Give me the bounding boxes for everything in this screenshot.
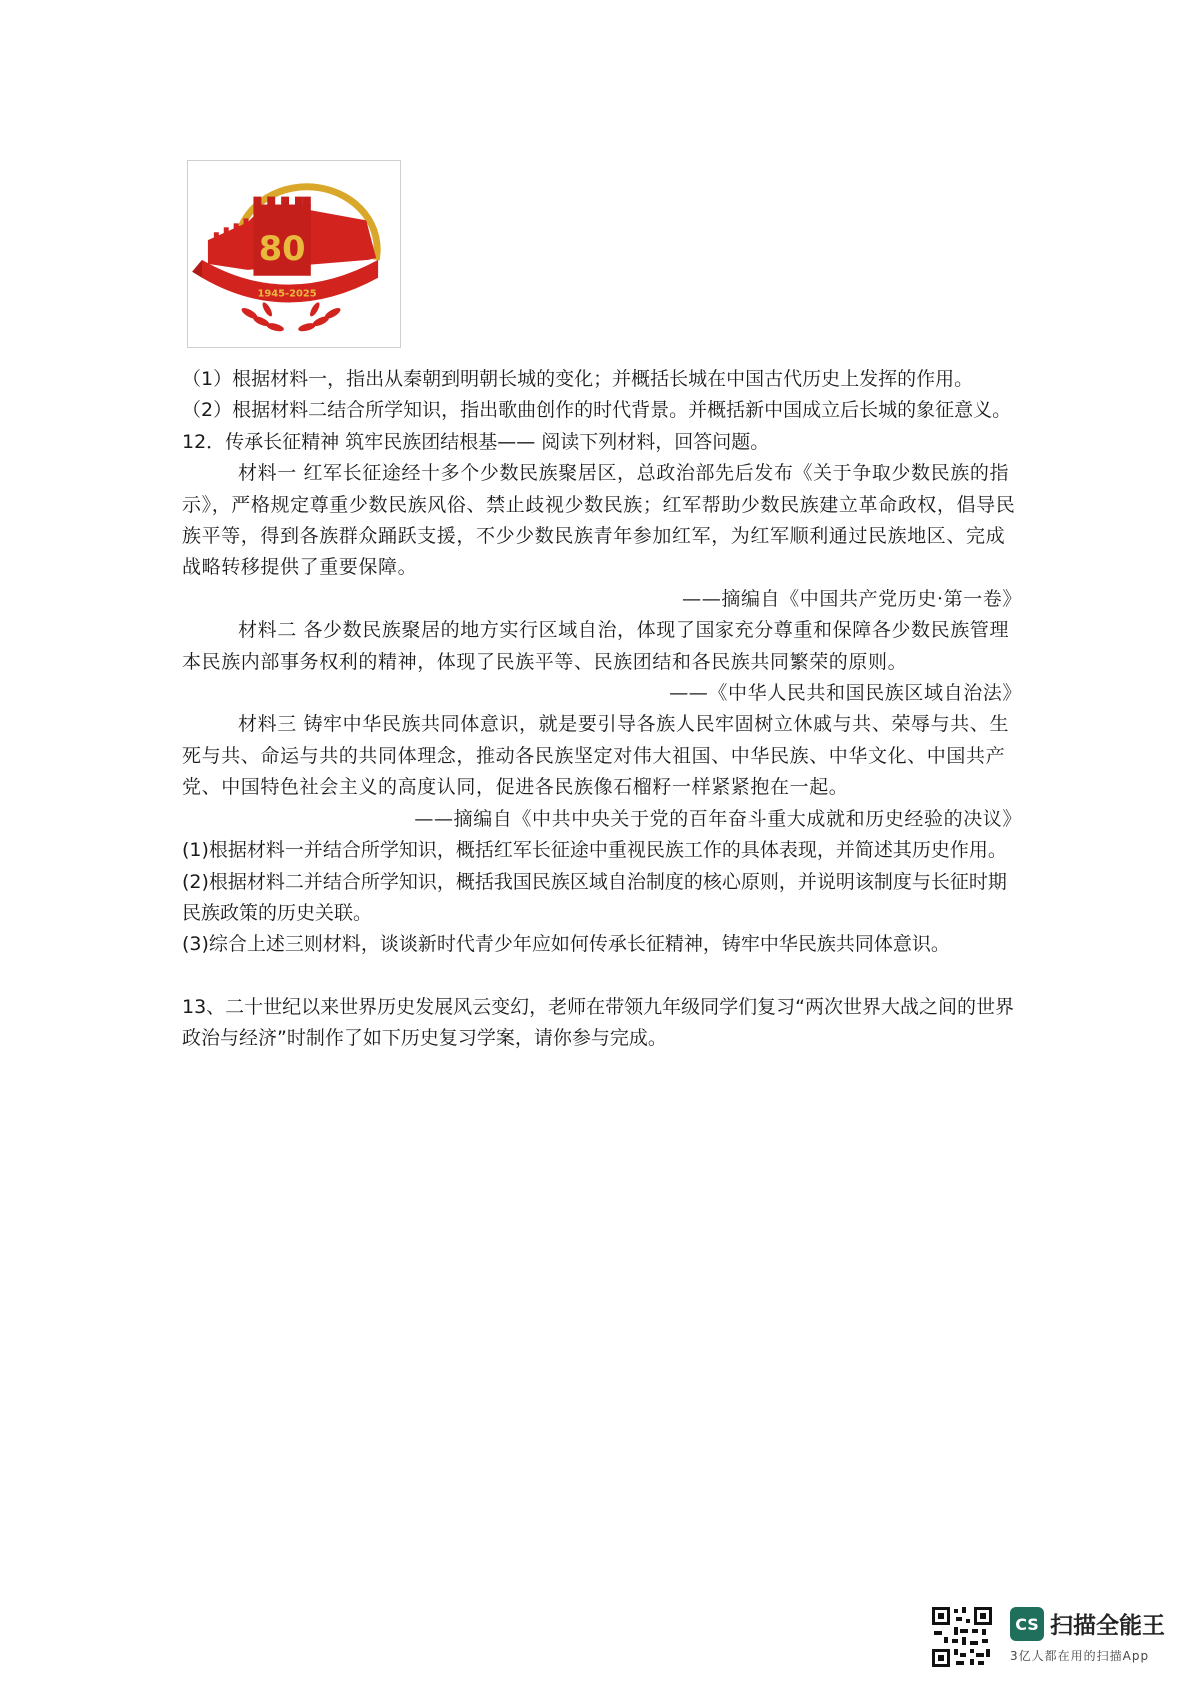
q12-material2: 材料二 各少数民族聚居的地方实行区域自治，体现了国家充分尊重和保障各少数民族管理本民族内部事务权利的精神，体现了民族平等、民族团结和各民族共同繁荣的原则。: [182, 619, 1010, 673]
q11-sub2: （2）根据材料二结合所学知识，指出歌曲创作的时代背景。并概括新中国成立后长城的象征意义。: [182, 399, 1012, 422]
q12-material3: 材料三 铸牢中华民族共同体意识，就是要引导各族人民牢固树立休戚与共、荣辱与共、生死与共、命运与共的共同体理念，推动各民族坚定对伟大祖国、中华民族、中华文化、中国共产党、中国特色社会主义的高度认同，促进各民族像石榴籽一样紧紧抱在一起。: [182, 713, 1010, 799]
spacer: [182, 961, 1022, 992]
q12-sub2: (2)根据材料二并结合所学知识，概括我国民族区域自治制度的核心原则，并说明该制度与长征时期民族政策的历史关联。: [182, 870, 1007, 924]
logo-years: 1945-2025: [257, 288, 317, 300]
camscanner-watermark: [930, 1605, 1170, 1671]
q12-sub1: (1)根据材料一并结合所学知识，概括红军长征途中重视民族工作的具体表现，并简述其历史作用。: [182, 839, 1007, 862]
anniversary-logo-image: [188, 161, 400, 347]
camscanner-tagline: 3亿人都在用的扫描App: [1010, 1649, 1150, 1663]
q11-sub1: （1）根据材料一，指出从秦朝到明朝长城的变化；并概括长城在中国古代历史上发挥的作用。: [182, 368, 974, 390]
camscanner-name: 扫描全能王: [1050, 1613, 1165, 1639]
q12-source3: ——摘编自《中共中央关于党的百年奋斗重大成就和历史经验的决议》: [414, 807, 1022, 830]
q12-source2: ——《中华人民共和国民族区域自治法》: [669, 682, 1022, 705]
q13-stem: 13、二十世纪以来世界历史发展风云变幻，老师在带领九年级同学们复习“两次世界大战之间的世界政治与经济”时制作了如下历史复习学案，请你参与完成。: [182, 995, 1015, 1050]
q12-stem: 12．传承长征精神 筑牢民族团结根基—— 阅读下列材料，回答问题。: [182, 430, 770, 453]
anniversary-logo-figure: [187, 160, 401, 348]
q12-sub3: (3)综合上述三则材料，谈谈新时代青少年应如何传承长征精神，铸牢中华民族共同体意识。: [182, 933, 950, 956]
qr-code-icon: [930, 1605, 994, 1669]
question-content: [182, 364, 1022, 1055]
camscanner-logo: CS: [1010, 1607, 1044, 1641]
q12-material1: 材料一 红军长征途经十多个少数民族聚居区，总政治部先后发布《关于争取少数民族的指示》，严格规定尊重少数民族风俗、禁止歧视少数民族；红军帮助少数民族建立革命政权，倡导民族平等，得到各族群众踊跃支援，不少少数民族青年参加红军，为红军顺利通过民族地区、完成战略转移提供了重要保障。: [182, 462, 1016, 579]
logo-number: 80: [258, 228, 306, 268]
q12-source1: ——摘编自《中国共产党历史·第一卷》: [682, 587, 1022, 610]
